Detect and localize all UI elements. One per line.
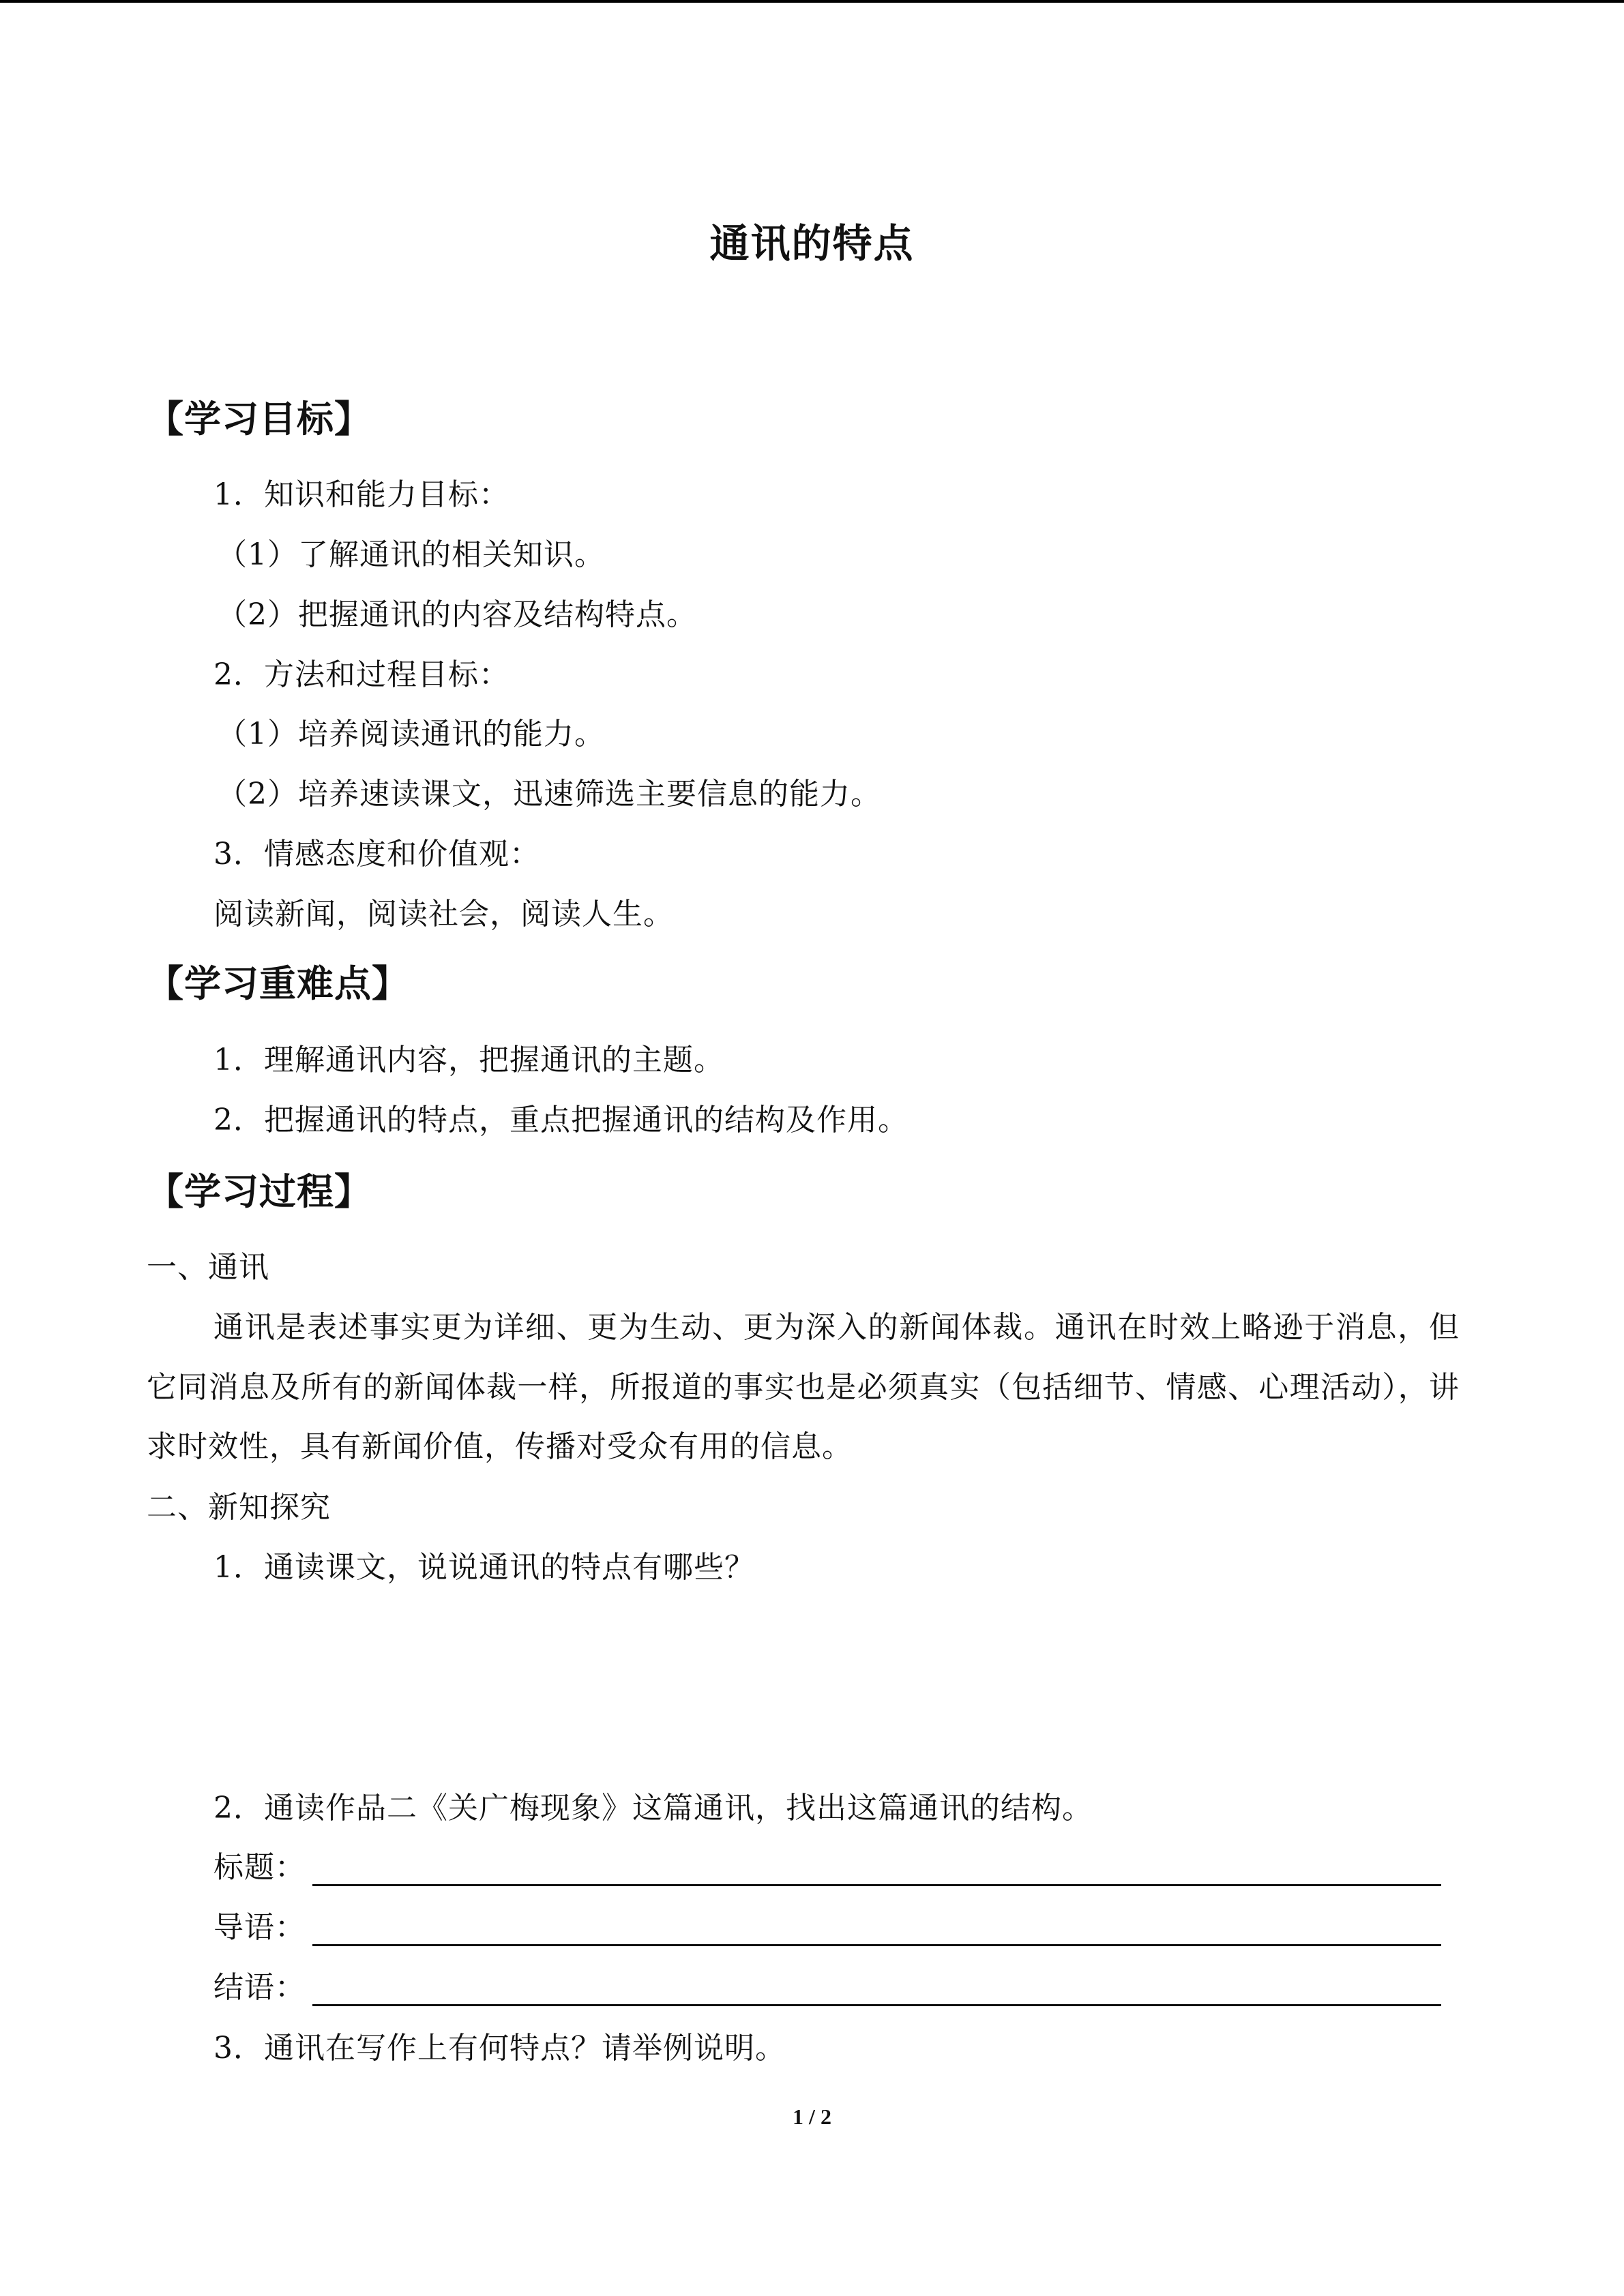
process-heading: 【学习过程】 [147,1170,372,1213]
document-title: 通讯的特点 [709,220,915,267]
goal-item: （2）把握通讯的内容及结构特点。 [217,597,697,632]
top-border-rule [0,0,1624,3]
key-point-item: 2．把握通讯的特点，重点把握通讯的结构及作用。 [213,1103,909,1137]
goals-heading: 【学习目标】 [147,398,372,441]
goal-item: （2）培养速读课文，迅速筛选主要信息的能力。 [217,777,881,811]
goal-item: 2．方法和过程目标： [213,657,510,692]
goal-item: 3．情感态度和价值观： [213,837,540,871]
goal-item: 阅读新闻，阅读社会，阅读人生。 [213,897,674,931]
blank-label: 导语： [213,1910,306,1945]
ending-answer-row [213,1967,1441,2008]
goal-item: （1）了解通讯的相关知识。 [217,537,605,572]
title-answer-line[interactable] [312,1884,1441,1886]
section-title: 二、新知探究 [147,1490,331,1525]
section-paragraph: 通讯是表述事实更为详细、更为生动、更为深入的新闻体裁。通讯在时效上略逊于消息，但它同消息及所有的新闻体裁一样，所报道的事实也是必须真实（包括细节、情感、心理活动），讲求时效性，具有新闻价值，传播对受众有用的信息。 [147,1310,1460,1464]
key-point-item: 1．理解通讯内容，把握通讯的主题。 [213,1043,724,1077]
ending-answer-line[interactable] [312,2004,1441,2006]
question-item: 3．通讯在写作上有何特点？请举例说明。 [213,2031,786,2066]
goal-item: （1）培养阅读通讯的能力。 [217,717,605,751]
lead-answer-line[interactable] [312,1944,1441,1946]
blank-label: 标题： [213,1850,306,1885]
goal-item: 1．知识和能力目标： [213,477,510,512]
key-points-heading: 【学习重难点】 [147,962,409,1005]
section-title: 一、通讯 [147,1250,269,1285]
page-number: 1 / 2 [793,2104,831,2129]
question-item: 2．通读作品二《关广梅现象》这篇通讯，找出这篇通讯的结构。 [213,1791,1093,1825]
lead-answer-row [213,1907,1441,1948]
question-item: 1．通读课文，说说通讯的特点有哪些？ [213,1550,755,1585]
title-answer-row [213,1847,1441,1888]
blank-label: 结语： [213,1970,306,2005]
